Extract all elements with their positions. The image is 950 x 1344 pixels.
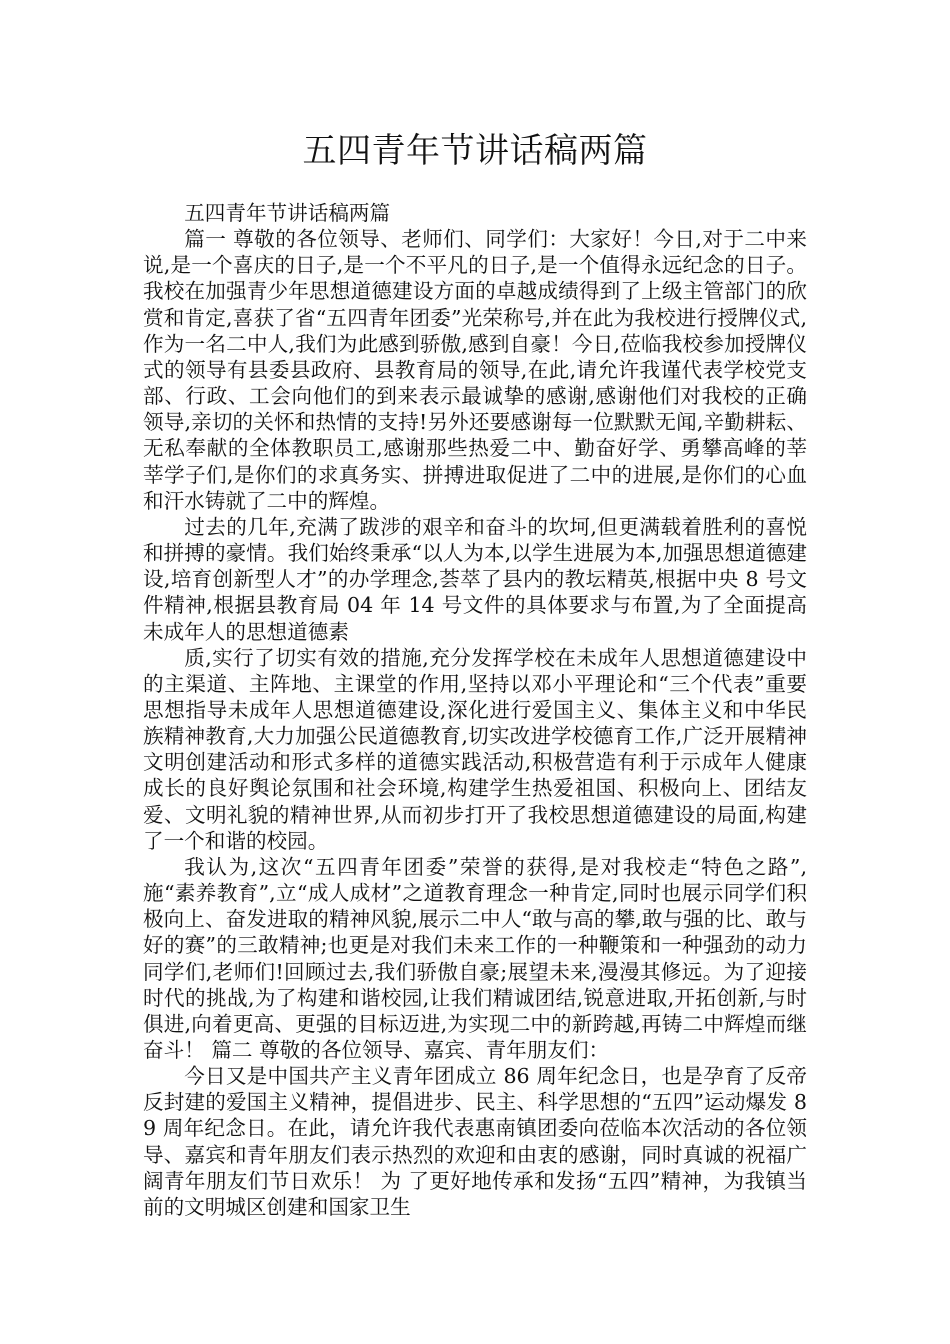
paragraph-honor: 我认为,这次“五四青年团委”荣誉的获得,是对我校走“特色之路”,施“素养教育”,立“成人成材”之道教育理念一种肯定,同时也展示同学们积极向上、奋发进取的精神风貌,展示二中人“敢与高的攀,敢与强的比、敢与好的赛”的三敢精神;也更是对我们未来工作的一种鞭策和一种强劲的动力 同学们,老师们!回顾过去,我们骄傲自豪;展望未来,漫漫其修远。为了迎接时代的挑战,为了构建和谐校园,让我们精诚团结,锐意进取,开拓创新,与时俱进,向着更高、更强的目标迈进,为实现二中的新跨越,再铸二中辉煌而继奋斗！ 篇二 尊敬的各位领导、嘉宾、青年朋友们： xyxy=(143,854,807,1062)
paragraph-part-one-opening: 篇一 尊敬的各位领导、老师们、同学们：大家好！今日,对于二中来说,是一个喜庆的日子,是一个不平凡的日子,是一个值得永远纪念的日子。我校在加强青少年思想道德建设方面的卓越成绩得到了上级主管部门的欣赏和肯定,喜获了省“五四青年团委”光荣称号,并在此为我校进行授牌仪式,作为一名二中人,我们为此感到骄傲,感到自豪！今日,莅临我校参加授牌仪式的领导有县委县政府、县教育局的领导,在此,请允许我谨代表学校党支部、行政、工会向他们的到来表示最诚挚的感谢,感谢他们对我校的正确领导,亲切的关怀和热情的支持!另外还要感谢每一位默默无闻,辛勤耕耘、无私奉献的全体教职员工,感谢那些热爱二中、勤奋好学、勇攀高峰的莘莘学子们,是你们的求真务实、拼搏进取促进了二中的进展,是你们的心血和汗水铸就了二中的辉煌。 xyxy=(143,227,807,513)
paragraph-part-two-anniversary: 今日又是中国共产主义青年团成立 86 周年纪念日，也是孕育了反帝反封建的爱国主义精神，提倡进步、民主、科学思想的“五四”运动爆发 89 周年纪念日。在此，请允许我代表惠南镇团委向莅临本次活动的各位领导、嘉宾和青年朋友们表示热烈的欢迎和由衷的感谢，同时真诚的祝福广阔青年朋友们节日欢乐！ 为 了更好地传承和发扬“五四”精神，为我镇当前的文明城区创建和国家卫生 xyxy=(143,1064,807,1219)
paragraph-past-years: 过去的几年,充满了跋涉的艰辛和奋斗的坎坷,但更满载着胜利的喜悦和拼搏的豪情。我们始终秉承“以人为本,以学生进展为本,加强思想道德建设,培育创新型人才”的办学理念,荟萃了县内的教坛精英,根据中央 8 号文件精神,根据县教育局 04 年 14 号文件的具体要求与布置,为了全面提高未成年人的思想道德素 xyxy=(143,514,807,644)
document-body xyxy=(143,200,807,1220)
document-title: 五四青年节讲话稿两篇 xyxy=(302,131,648,171)
subtitle-paragraph: 五四青年节讲话稿两篇 xyxy=(184,201,391,225)
paragraph-measures: 质,实行了切实有效的措施,充分发挥学校在未成年人思想道德建设中的主渠道、主阵地、主课堂的作用,坚持以邓小平理论和“三个代表”重要思想指导未成年人思想道德建设,深化进行爱国主义、集体主义和中华民族精神教育,大力加强公民道德教育,切实改进学校德育工作,广泛开展精神文明创建活动和形式多样的道德实践活动,积极营造有利于示成年人健康成长的良好舆论氛围和社会环境,构建学生热爱祖国、积极向上、团结友爱、文明礼貌的精神世界,从而初步打开了我校思想道德建设的局面,构建了一个和谐的校园。 xyxy=(143,645,807,853)
